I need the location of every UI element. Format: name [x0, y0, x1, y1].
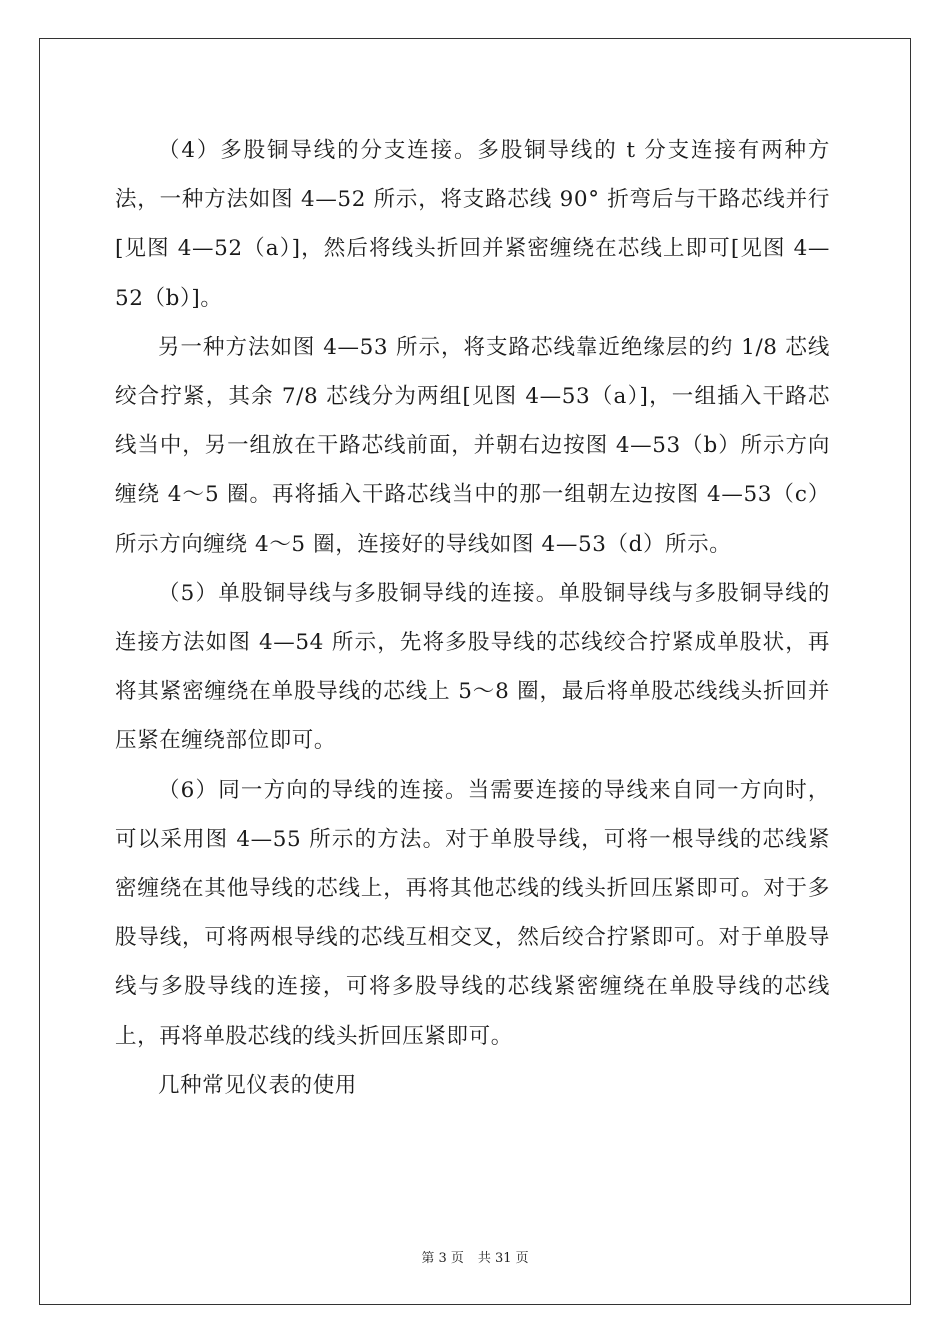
paragraph-multi-strand-branch: （4）多股铜导线的分支连接。多股铜导线的 t 分支连接有两种方法，一种方法如图 4—52 所示，将支路芯线 90° 折弯后与干路芯线并行[见图 4—52（a）]，然后将线头折回并紧密缠绕在芯线上即可[见图 4—52（b）]。 — [115, 138, 830, 311]
page-number: 第 3 页 — [421, 1251, 464, 1266]
document-body — [115, 126, 830, 1110]
paragraph-alternative-method: 另一种方法如图 4—53 所示，将支路芯线靠近绝缘层的约 1/8 芯线绞合拧紧，其余 7/8 芯线分为两组[见图 4—53（a）]，一组插入干路芯线当中，另一组放在干路芯线前面，并朝右边按图 4—53（b）所示方向缠绕 4～5 圈。再将插入干路芯线当中的那一组朝左边按图 4—53（c）所示方向缠绕 4～5 圈，连接好的导线如图 4—53（d）所示。 — [115, 334, 830, 557]
page-total: 共 31 页 — [477, 1251, 529, 1266]
paragraph-single-to-multi: （5）单股铜导线与多股铜导线的连接。单股铜导线与多股铜导线的连接方法如图 4—54 所示，先将多股导线的芯线绞合拧紧成单股状，再将其紧密缠绕在单股导线的芯线上 5～8 圈，最后将单股芯线线头折回并压紧在缠绕部位即可。 — [115, 580, 830, 754]
page-footer — [0, 1247, 950, 1266]
paragraph-same-direction: （6）同一方向的导线的连接。当需要连接的导线来自同一方向时，可以采用图 4—55 所示的方法。对于单股导线，可将一根导线的芯线紧密缠绕在其他导线的芯线上，再将其他芯线的线头折回压紧即可。对于多股导线，可将两根导线的芯线互相交叉，然后绞合拧紧即可。对于单股导线与多股导线的连接，可将多股导线的芯线紧密缠绕在单股导线的芯线上，再将单股芯线的线头折回压紧即可。 — [115, 777, 830, 1049]
section-heading: 几种常见仪表的使用 — [158, 1072, 357, 1098]
